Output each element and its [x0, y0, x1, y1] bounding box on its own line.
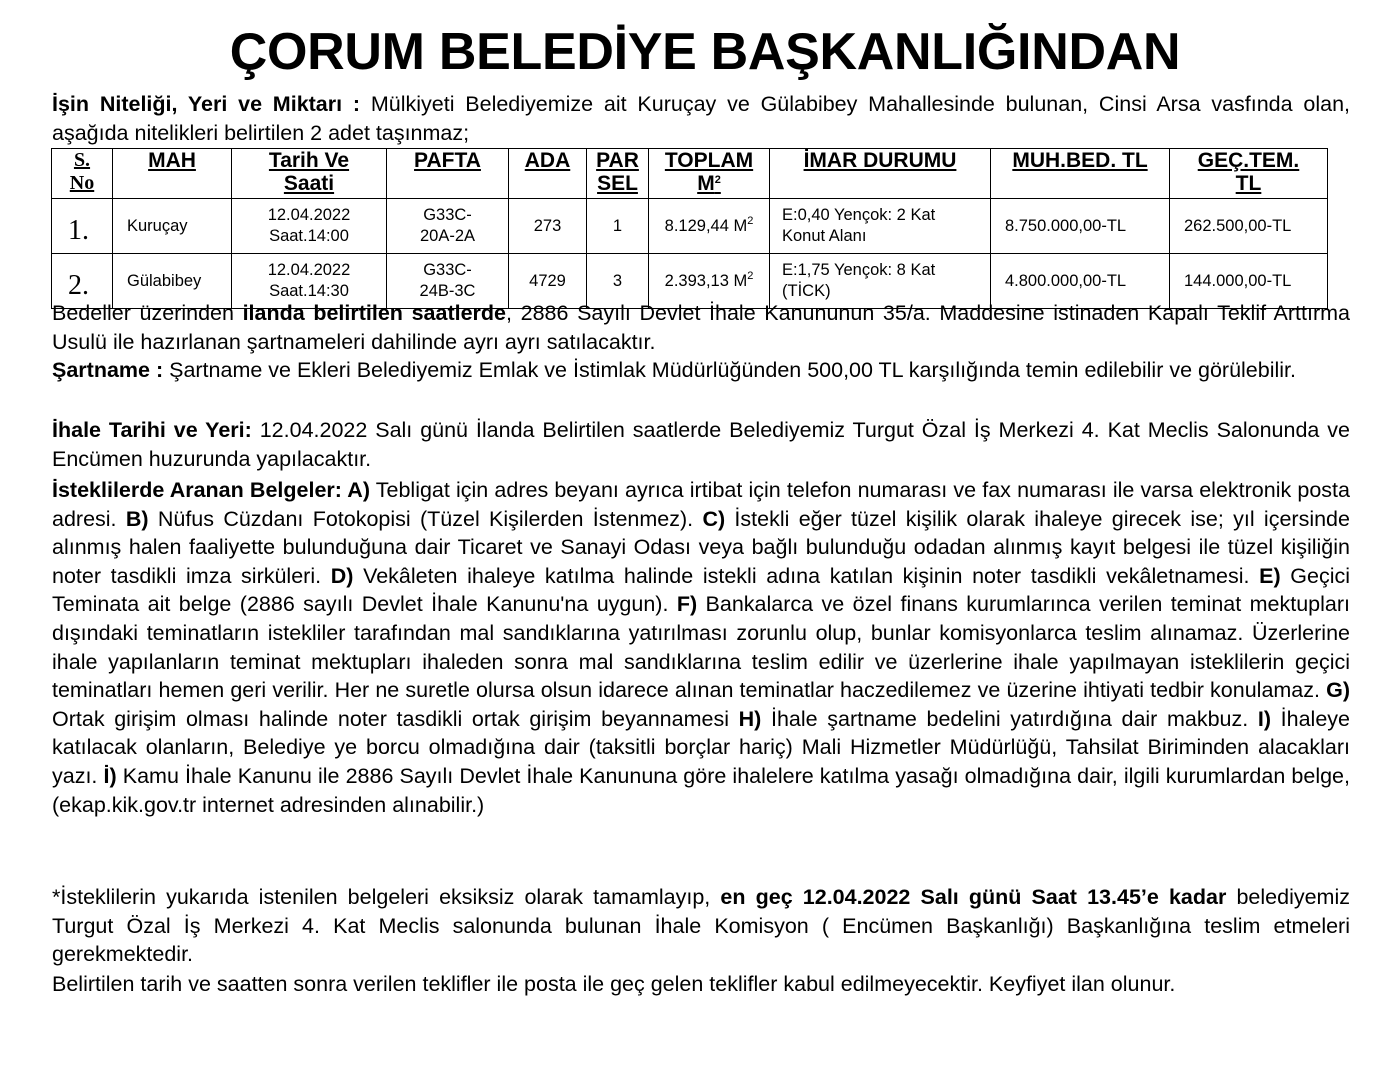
header-parsel: PAR SEL — [587, 149, 649, 199]
cell-mah: Kuruçay — [113, 199, 232, 254]
header-ada: ADA — [509, 149, 587, 199]
cell-parsel: 3 — [587, 254, 649, 309]
belgeler-paragraph: İsteklilerde Aranan Belgeler: A) Tebligat için adres beyanı ayrıca irtibat için telefon numarası ve fax numarası ile varsa elektronik posta adresi. B) Nüfus Cüzdanı Fotokopisi (Tüzel Kişilerden İstenmez). C) İstekli eğer tüzel kişilik olarak ihaleye girecek ise; yıl içersinde alınmış halen faaliyette bulunduğuna dair Ticaret ve Sanayi Odası veya bağlı bulunduğu odadan alınmış kayıt belgesi ile tüzel kişiliğin noter tasdikli imza sirküleri. D) Vekâleten ihaleye katılma halinde istekli adına katılan kişinin noter tasdikli vekâletnamesi. E) Geçici Teminata ait belge (2886 sayılı Devlet İhale Kanunu'na uygun). F) Bankalarca ve özel finans kurumlarınca verilen teminat mektupları dışındaki teminatların istekliler tarafından mal sandıklarına yatırılması zorunlu olup, bunlar komisyonlarca teslim alınamaz. Üzerlerine ihale yapılanların teminat mektupları ihaleden sonra mal sandıklarına teslim edilir ve üzerlerine ihale yapılmayan isteklilerin geçici teminatları hemen geri verilir. Her ne suretle olursa olsun idarece alınan teminatlar haczedilemez ve üzerine ihtiyati tedbir konulamaz. G) Ortak girişim olması halinde noter tasdikli ortak girişim beyannamesi H) İhale şartname bedelini yatırdığına dair makbuz. I) İhaleye katılacak olanların, Belediye ye borcu olmadığına dair (taksitli borçlar hariç) Mali Hizmetler Müdürlüğü, Tahsilat Biriminden alacakları yazı. İ) Kamu İhale Kanunu ile 2886 Sayılı Devlet İhale Kanununa göre ihalelere katılma yasağı olmadığına dair, ilgili kurumlardan belge, (ekap.kik.gov.tr internet adresinden alınabilir.) — [52, 478, 1351, 817]
intro-label: İşin Niteliği, Yeri ve Miktarı : — [52, 92, 361, 116]
header-sno: S. No — [52, 149, 113, 199]
closing-paragraph: Belirtilen tarih ve saatten sonra verilen teklifler ile posta ile geç gelen teklifler kabul edilmeyecektir. Keyfiyet ilan olunur. — [52, 972, 1176, 996]
cell-muh: 8.750.000,00-TL — [991, 199, 1170, 254]
cell-imar: E:1,75 Yençok: 8 Kat (TİCK) — [770, 254, 991, 309]
header-gec: GEÇ.TEM. TL — [1170, 149, 1328, 199]
header-imar: İMAR DURUMU — [770, 149, 991, 199]
cell-ada: 273 — [509, 199, 587, 254]
header-muh: MUH.BED. TL — [991, 149, 1170, 199]
cell-ada: 4729 — [509, 254, 587, 309]
bedel-paragraph: Bedeller üzerinden ilanda belirtilen saatlerde, 2886 Sayılı Devlet İhale Kanununun 35/a. Maddesine istinaden Kapalı Teklif Arttırma Usulü ile hazırlanan şartnameleri dahilinde ayrı ayrı satılacaktır. — [52, 301, 1350, 354]
cell-no: 1. — [52, 199, 113, 254]
cell-toplam: 8.129,44 $M^2$ — [649, 199, 770, 254]
ihale-paragraph: İhale Tarihi ve Yeri: 12.04.2022 Salı günü İlanda Belirtilen saatlerde Belediyemiz Turgut Özal İş Merkezi 4. Kat Meclis Salonunda ve Encümen huzurunda yapılacaktır. — [52, 418, 1351, 471]
cell-no: 2. — [52, 254, 113, 309]
cell-tarih: 12.04.2022 Saat.14:00 — [232, 199, 387, 254]
cell-muh: 4.800.000,00-TL — [991, 254, 1170, 309]
table-header-row — [52, 149, 1328, 199]
cell-imar: E:0,40 Yençok: 2 Kat Konut Alanı — [770, 199, 991, 254]
cell-toplam: 2.393,13 $M^2$ — [649, 254, 770, 309]
cell-gec: 262.500,00-TL — [1170, 199, 1328, 254]
header-toplam: TOPLAM $M^2$ — [649, 149, 770, 199]
cell-parsel: 1 — [587, 199, 649, 254]
intro-text: Mülkiyeti Belediyemize ait Kuruçay ve Gülabibey Mahallesinde bulunan, Cinsi Arsa vasfında olan, aşağıda nitelikleri belirtilen 2 adet taşınmaz; — [52, 92, 1350, 145]
header-mah: MAH — [113, 149, 232, 199]
cell-gec: 144.000,00-TL — [1170, 254, 1328, 309]
header-pafta: PAFTA — [387, 149, 509, 199]
cell-mah: Gülabibey — [113, 254, 232, 309]
deadline-paragraph: *İsteklilerin yukarıda istenilen belgeleri eksiksiz olarak tamamlayıp, en geç 12.04.2022 Salı günü Saat 13.45’e kadar belediyemiz Turgut Özal İş Merkezi 4. Kat Meclis salonunda bulunan İhale Komisyon ( Encümen Başkanlığı) Başkanlığına teslim etmeleri gerekmektedir. — [52, 885, 1350, 967]
cell-pafta: G33C- 20A-2A — [387, 199, 509, 254]
table-row — [52, 199, 1328, 254]
intro-paragraph — [52, 90, 1350, 147]
cell-tarih: 12.04.2022 Saat.14:30 — [232, 254, 387, 309]
header-tarih: Tarih Ve Saati — [232, 149, 387, 199]
page-title: ÇORUM BELEDİYE BAŞKANLIĞINDAN — [229, 23, 1181, 81]
cell-pafta: G33C- 24B-3C — [387, 254, 509, 309]
property-table — [51, 148, 1328, 309]
sartname-paragraph: Şartname : Şartname ve Ekleri Belediyemiz Emlak ve İstimlak Müdürlüğünden 500,00 TL karşılığında temin edilebilir ve görülebilir. — [52, 358, 1297, 382]
